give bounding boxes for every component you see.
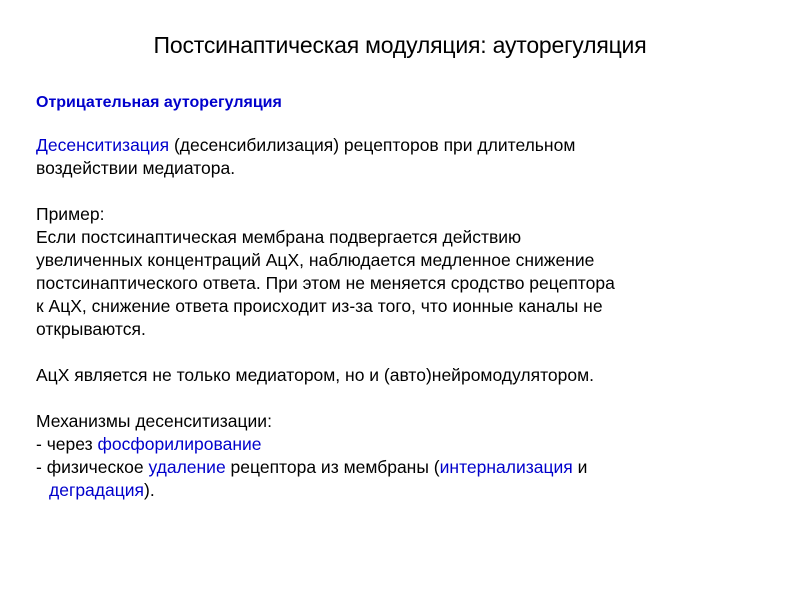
- section-heading: Отрицательная ауторегуляция: [36, 94, 282, 111]
- mechanism-prefix: - физическое: [36, 457, 149, 477]
- example-line: постсинаптического ответа. При этом не меняется сродство рецептора: [36, 273, 615, 293]
- mechanisms-label: Механизмы десенситизации:: [36, 411, 272, 431]
- example-label: Пример:: [36, 204, 105, 224]
- removal-term: удаление: [148, 457, 226, 477]
- example-line: к АцХ, снижение ответа происходит из-за того, что ионные каналы не: [36, 296, 603, 316]
- example-line: увеличенных концентраций АцХ, наблюдается медленное снижение: [36, 250, 595, 270]
- phosphorylation-term: фосфорилирование: [97, 434, 262, 454]
- slide-content: [36, 90, 766, 502]
- spacer: [36, 180, 766, 203]
- slide-title: Постсинаптическая модуляция: ауторегуляция: [153, 32, 647, 58]
- desensitization-term: Десенситизация: [36, 135, 170, 155]
- spacer: [36, 387, 766, 410]
- removal-middle: рецептора из мембраны (: [225, 457, 440, 477]
- mechanism-prefix: - через: [36, 434, 98, 454]
- conjunction: и: [572, 457, 588, 477]
- example-line: открываются.: [36, 319, 146, 339]
- spacer: [36, 116, 766, 134]
- mechanism-item-phosphorylation: [36, 433, 766, 456]
- mechanism-item-removal-cont: [36, 479, 766, 502]
- desensitization-rest: (десенсибилизация) рецепторов при длительном: [169, 135, 576, 155]
- internalization-term: интернализация: [439, 457, 573, 477]
- degradation-term: деградация: [49, 480, 145, 500]
- removal-suffix: ).: [144, 480, 155, 500]
- desensitization-line-2: воздействии медиатора.: [36, 158, 236, 178]
- mechanism-item-removal: [36, 456, 766, 479]
- spacer: [36, 341, 766, 364]
- desensitization-line-1: [36, 134, 766, 157]
- example-line: Если постсинаптическая мембрана подвергается действию: [36, 227, 522, 247]
- ach-statement: АцХ является не только медиатором, но и (авто)нейромодулятором.: [36, 365, 594, 385]
